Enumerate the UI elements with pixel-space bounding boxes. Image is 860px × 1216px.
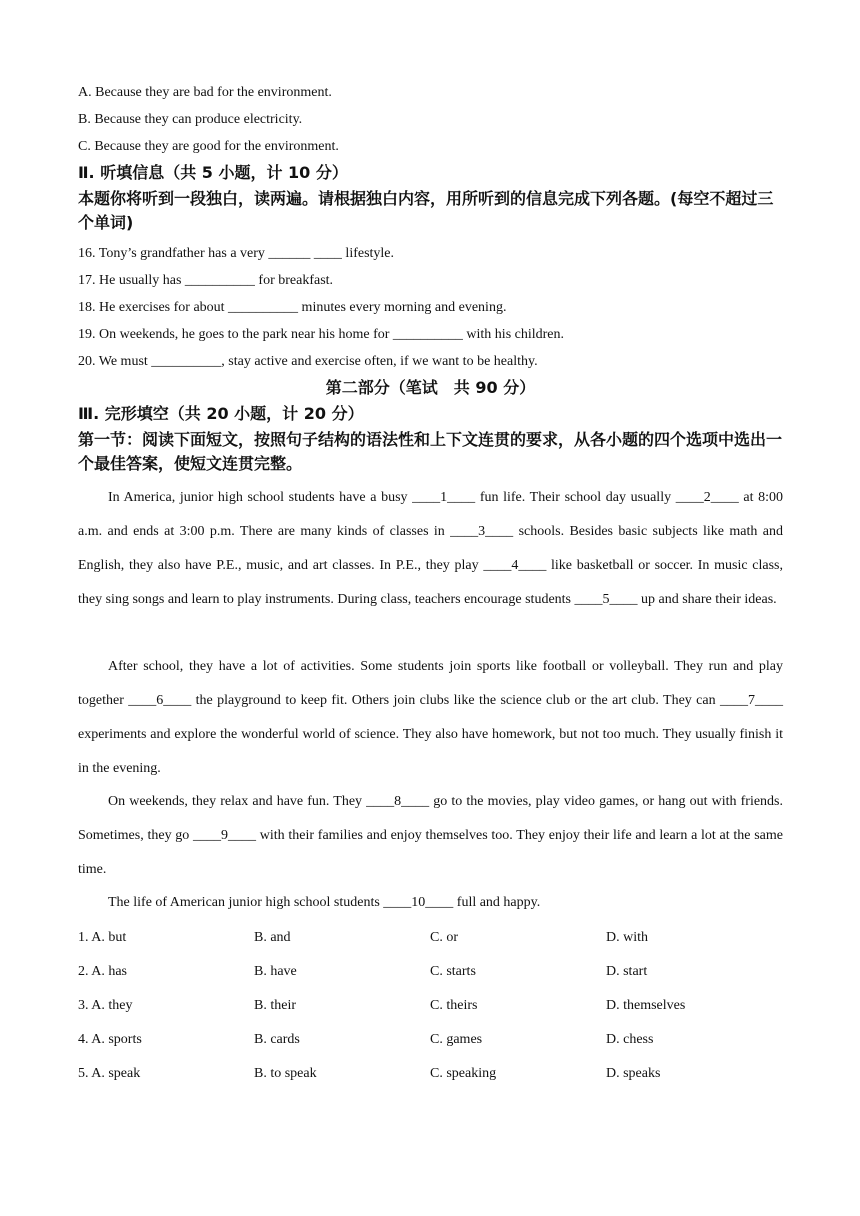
choice-3-c: C. theirs (430, 998, 478, 1013)
choice-1-b: B. and (254, 930, 291, 945)
choice-5-a: 5. A. speak (78, 1066, 141, 1081)
choice-1-d: D. with (606, 930, 648, 945)
question-18: 18. He exercises for about __________ minutes every morning and evening. (78, 300, 507, 315)
choice-5-d: D. speaks (606, 1066, 661, 1081)
choice-4-d: D. chess (606, 1032, 654, 1047)
choice-5-c: C. speaking (430, 1066, 497, 1081)
choice-3-b: B. their (254, 998, 296, 1013)
passage-paragraph-1: In America, junior high school students have a busy ____1____ fun life. Their school day usually ____2____ at 8:00 a.m. and ends at 3:00 p.m. There are many kinds of classes in ____3____ schools. Besides basic subjects like math and English, they also have P.E., music, and art classes. In P.E., they play ____4____ like basketball or soccer. In music class, they sing songs and learn to play instruments. During class, teachers encourage students ____5____ up and share their ideas. (78, 490, 783, 607)
choice-2-b: B. have (254, 964, 297, 979)
section-3-instruction: 第一节：阅读下面短文，按照句子结构的语法性和上下文连贯的要求，从各小题的四个选项中选出一个最佳答案，使短文连贯完整。 (78, 430, 783, 473)
option-c: C. Because they are good for the environment. (78, 139, 339, 154)
question-19: 19. On weekends, he goes to the park near his home for __________ with his children. (78, 327, 565, 342)
choice-4-a: 4. A. sports (78, 1032, 142, 1047)
choice-3-d: D. themselves (606, 998, 686, 1013)
choice-4-c: C. games (430, 1032, 483, 1047)
choice-2-c: C. starts (430, 964, 476, 979)
question-20: 20. We must __________, stay active and exercise often, if we want to be healthy. (78, 354, 538, 369)
section-3-title: Ⅲ. 完形填空（共 20 小题，计 20 分） (78, 404, 364, 423)
question-16: 16. Tony’s grandfather has a very ______ ____ lifestyle. (78, 246, 395, 261)
option-a: A. Because they are bad for the environment. (78, 85, 332, 100)
choice-2-a: 2. A. has (78, 964, 127, 979)
passage-paragraph-4: The life of American junior high school students ____10____ full and happy. (108, 895, 541, 910)
choice-5-b: B. to speak (254, 1066, 317, 1081)
section-2-title: Ⅱ. 听填信息（共 5 小题，计 10 分） (78, 163, 348, 182)
choice-1-c: C. or (430, 930, 458, 945)
question-17: 17. He usually has __________ for breakfast. (78, 273, 334, 288)
part-2-title: 第二部分（笔试 共 90 分） (325, 378, 536, 397)
section-2-instruction: 本题你将听到一段独白，读两遍。请根据独白内容，用所听到的信息完成下列各题。(每空不超过三个单词) (78, 189, 774, 232)
passage-paragraph-3: On weekends, they relax and have fun. They ____8____ go to the movies, play video games, or hang out with friends. Sometimes, they go ____9____ with their families and enjoy themselves too. They enjoy their life and learn a lot at the same time. (78, 794, 783, 877)
option-b: B. Because they can produce electricity. (78, 112, 303, 127)
choice-1-a: 1. A. but (78, 930, 127, 945)
passage-paragraph-2: After school, they have a lot of activities. Some students join sports like football or volleyball. They run and play together ____6____ the playground to keep fit. Others join clubs like the science club or the art club. They can ____7____ experiments and explore the wonderful world of science. They also have homework, but not too much. They usually finish it in the evening. (78, 659, 783, 776)
choice-4-b: B. cards (254, 1032, 300, 1047)
choice-3-a: 3. A. they (78, 998, 133, 1013)
choice-2-d: D. start (606, 964, 648, 979)
